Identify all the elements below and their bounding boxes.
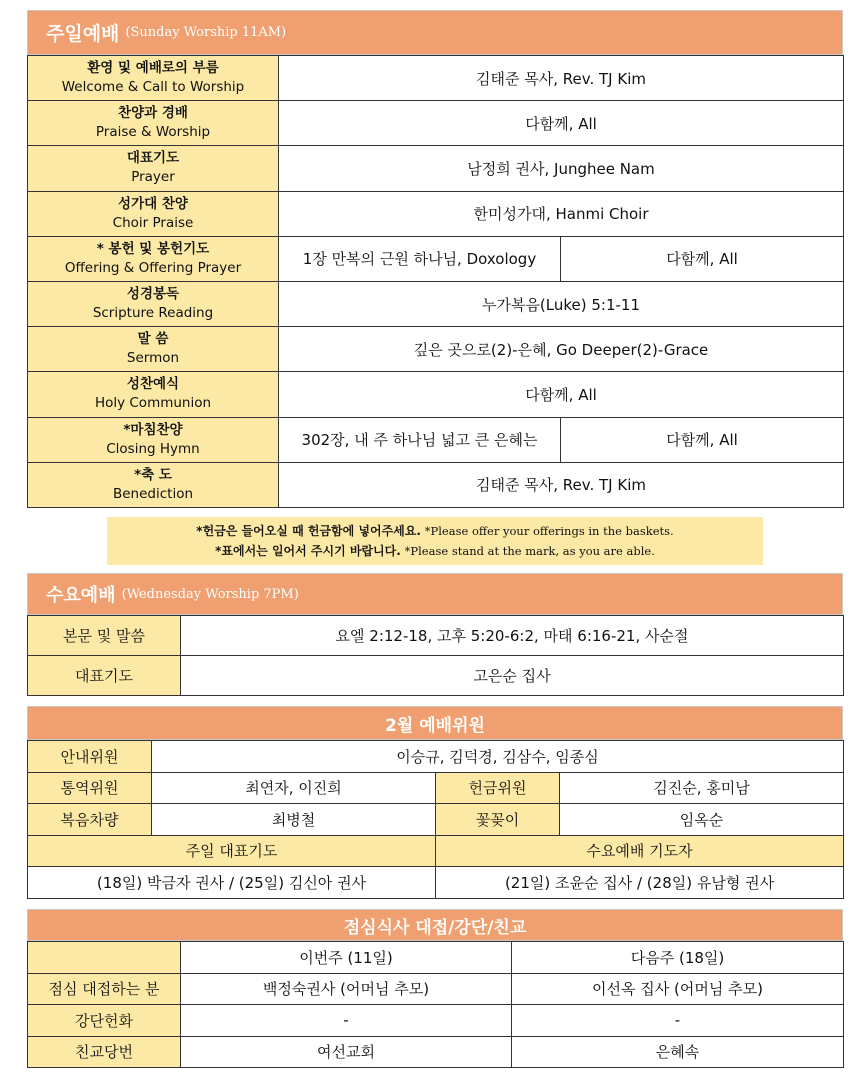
table-row (28, 417, 844, 462)
february-committee-header (27, 706, 843, 740)
row-label (28, 281, 279, 326)
table-row (28, 1005, 844, 1037)
wednesday-prayer-value: (21일) 조윤순 집사 / (28일) 유남형 권사 (436, 867, 844, 899)
note-line-1 (107, 521, 763, 541)
table-row (28, 372, 844, 417)
offering-note (107, 517, 763, 565)
row-label (28, 417, 279, 462)
table-row (28, 146, 844, 191)
table-row (28, 191, 844, 236)
sunday-prayer-value: (18일) 박금자 권사 / (25일) 김신아 권사 (28, 867, 436, 899)
next-week-value: 이선옥 집사 (어머님 추모) (512, 973, 844, 1005)
note-line-2-en: *Please stand at the mark, as you are able. (404, 544, 655, 558)
row-label-en: Choir Praise (112, 214, 194, 231)
wednesday-title-en: (Wednesday Worship 7PM) (121, 586, 299, 602)
row-label-ko: *마침찬양 (123, 421, 183, 438)
row-label-en: Praise & Worship (95, 124, 211, 141)
lunch-fellowship-table (27, 941, 843, 1068)
table-row (28, 973, 844, 1005)
row-value: 김태준 목사, Rev. TJ Kim (279, 462, 844, 507)
sunday-prayer-label: 주일 대표기도 (28, 835, 436, 867)
table-row (28, 656, 844, 696)
row-label (28, 327, 279, 372)
lunch-title: 점심식사 대접/강단/친교 (343, 917, 527, 938)
row-label-en: Benediction (112, 485, 194, 502)
vehicle-label: 복음차량 (28, 804, 152, 836)
usher-value: 이승규, 김덕경, 김삼수, 임종심 (152, 741, 844, 773)
usher-label: 안내위원 (28, 741, 152, 773)
row-value: 302장, 내 주 하나님 넓고 큰 은혜는 (279, 417, 561, 462)
next-week-value: 은혜속 (512, 1036, 844, 1068)
table-row (28, 835, 844, 867)
row-label-en: Welcome & Call to Worship (61, 79, 245, 96)
table-row (28, 942, 844, 974)
row-label-ko: * 봉헌 및 봉헌기도 (96, 240, 210, 257)
table-row (28, 804, 844, 836)
wednesday-table (27, 615, 843, 696)
row-label-en: Holy Communion (94, 395, 212, 412)
february-title: 2월 예배위원 (385, 715, 485, 736)
wednesday-worship-header (27, 573, 843, 615)
row-label (28, 56, 279, 101)
row-value: 남정희 권사, Junghee Nam (279, 146, 844, 191)
table-row (28, 56, 844, 101)
row-label (28, 191, 279, 236)
row-label-ko: 환영 및 예배로의 부름 (87, 60, 219, 77)
note-line-2 (107, 541, 763, 561)
table-row (28, 1036, 844, 1068)
row-label (28, 372, 279, 417)
row-label (28, 236, 279, 281)
this-week-header: 이번주 (11일) (181, 942, 512, 974)
row-label-en: Scripture Reading (92, 305, 214, 322)
vehicle-value: 최병철 (152, 804, 436, 836)
row-label-ko: *축 도 (134, 466, 172, 483)
note-line-1-en: *Please offer your offerings in the baskets. (424, 524, 674, 538)
table-row (28, 741, 844, 773)
next-week-header: 다음주 (18일) (512, 942, 844, 974)
row-label-ko: 성가대 찬양 (118, 195, 188, 212)
row-label-ko: 성경봉독 (126, 286, 180, 303)
next-week-value: - (512, 1005, 844, 1037)
row-value: 김태준 목사, Rev. TJ Kim (279, 56, 844, 101)
offering-committee-value: 김진순, 홍미남 (560, 772, 844, 804)
row-value: 요엘 2:12-18, 고후 5:20-6:2, 마태 6:16-21, 사순절 (181, 616, 844, 656)
sunday-worship-header (27, 10, 843, 55)
row-value-secondary: 다함께, All (561, 417, 844, 462)
flower-label: 꽃꽂이 (436, 804, 560, 836)
row-value: 고은순 집사 (181, 656, 844, 696)
row-label: 대표기도 (28, 656, 181, 696)
interpreter-value: 최연자, 이진희 (152, 772, 436, 804)
row-label: 친교당번 (28, 1036, 181, 1068)
row-label (28, 101, 279, 146)
flower-value: 임옥순 (560, 804, 844, 836)
row-label (28, 146, 279, 191)
row-label-ko: 성찬예식 (126, 376, 180, 393)
table-row (28, 772, 844, 804)
table-row (28, 236, 844, 281)
wednesday-prayer-label: 수요예배 기도자 (436, 835, 844, 867)
table-row (28, 867, 844, 899)
february-committee-table (27, 740, 843, 899)
row-label: 본문 및 말씀 (28, 616, 181, 656)
this-week-value: 여선교회 (181, 1036, 512, 1068)
sunday-title-ko: 주일예배 (46, 23, 120, 45)
row-label-en: Prayer (131, 169, 175, 186)
note-line-2-ko: *표에서는 일어서 주시기 바랍니다. (215, 544, 401, 558)
row-label-en: Offering & Offering Prayer (64, 259, 242, 276)
row-label-en: Closing Hymn (106, 440, 200, 457)
lunch-fellowship-header (27, 909, 843, 941)
note-line-1-ko: *헌금은 들어오실 때 헌금함에 넣어주세요. (196, 524, 421, 538)
table-row (28, 101, 844, 146)
row-value: 한미성가대, Hanmi Choir (279, 191, 844, 236)
row-label-ko: 말 씀 (137, 331, 169, 348)
row-label-ko: 대표기도 (126, 150, 180, 167)
row-label: 강단헌화 (28, 1005, 181, 1037)
table-row (28, 616, 844, 656)
offering-committee-label: 헌금위원 (436, 772, 560, 804)
table-row (28, 327, 844, 372)
interpreter-label: 통역위원 (28, 772, 152, 804)
wednesday-title-ko: 수요예배 (46, 585, 116, 606)
row-label-en: Sermon (126, 350, 180, 367)
row-value: 다함께, All (279, 372, 844, 417)
row-value: 다함께, All (279, 101, 844, 146)
row-label (28, 462, 279, 507)
table-row (28, 281, 844, 326)
row-value: 깊은 곳으로(2)-은혜, Go Deeper(2)-Grace (279, 327, 844, 372)
row-value-secondary: 다함께, All (561, 236, 844, 281)
row-label: 점심 대접하는 분 (28, 973, 181, 1005)
sunday-title-en: (Sunday Worship 11AM) (125, 25, 287, 40)
row-label-ko: 찬양과 경배 (118, 105, 188, 122)
this-week-value: 백정숙권사 (어머님 추모) (181, 973, 512, 1005)
this-week-value: - (181, 1005, 512, 1037)
row-value: 누가복음(Luke) 5:1-11 (279, 281, 844, 326)
table-row (28, 462, 844, 507)
row-value: 1장 만복의 근원 하나님, Doxology (279, 236, 561, 281)
sunday-order-table (27, 55, 843, 508)
blank-corner (28, 942, 181, 974)
